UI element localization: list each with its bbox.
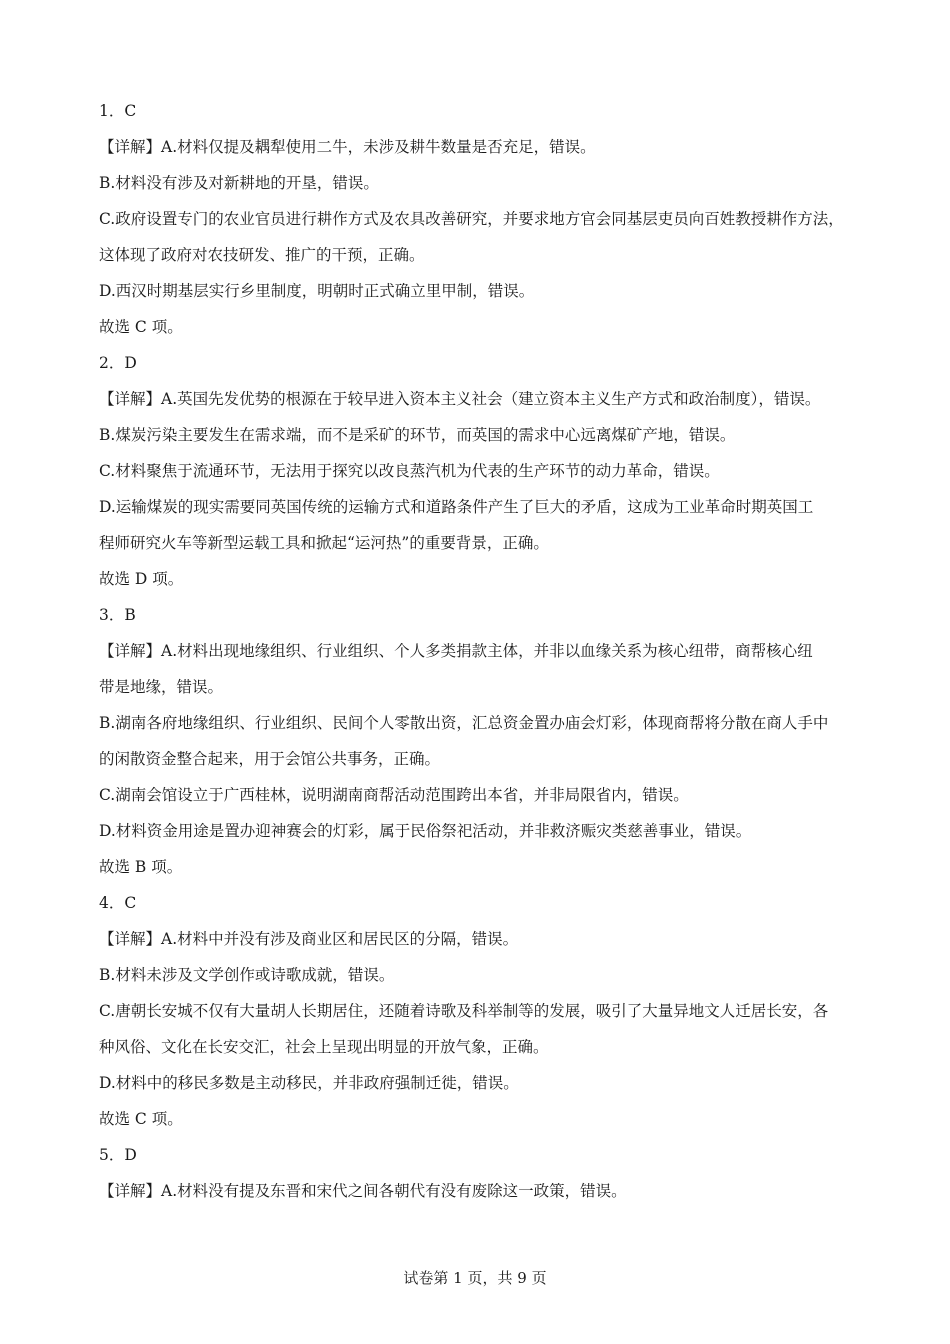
- explanation-line: 这体现了政府对农技研发、推广的干预，正确。: [99, 246, 425, 264]
- answer-choice-line: 故选 C 项。: [99, 1110, 183, 1128]
- explanation-line: D.材料资金用途是置办迎神赛会的灯彩，属于民俗祭祀活动，并非救济赈灾类慈善事业，错误。: [99, 822, 752, 840]
- explanation-line: B.煤炭污染主要发生在需求端，而不是采矿的环节，而英国的需求中心远离煤矿产地，错误。: [99, 426, 736, 444]
- explanation-line: D.西汉时期基层实行乡里制度，明朝时正式确立里甲制，错误。: [99, 282, 535, 300]
- explanation-line: B.材料没有涉及对新耕地的开垦，错误。: [99, 174, 379, 192]
- answer-choice-line: 故选 D 项。: [99, 570, 184, 588]
- answer-content: [99, 98, 869, 1214]
- explanation-line: 的闲散资金整合起来，用于会馆公共事务，正确。: [99, 750, 441, 768]
- explanation-line: 【详解】A.材料出现地缘组织、行业组织、个人多类捐款主体，并非以血缘关系为核心纽带，商帮核心纽: [99, 642, 813, 660]
- answer-number: 5．D: [99, 1146, 137, 1164]
- explanation-line: C.政府设置专门的农业官员进行耕作方式及农具改善研究，并要求地方官会同基层吏员向百姓教授耕作方法，: [99, 210, 844, 228]
- explanation-line: 【详解】A.材料仅提及耦犁使用二牛，未涉及耕牛数量是否充足，错误。: [99, 138, 596, 156]
- explanation-line: 【详解】A.英国先发优势的根源在于较早进入资本主义社会（建立资本主义生产方式和政治制度），错误。: [99, 390, 821, 408]
- answer-number: 1．C: [99, 102, 137, 120]
- explanation-line: B.湖南各府地缘组织、行业组织、民间个人零散出资，汇总资金置办庙会灯彩，体现商帮将分散在商人手中: [99, 714, 829, 732]
- explanation-line: C.材料聚焦于流通环节，无法用于探究以改良蒸汽机为代表的生产环节的动力革命，错误。: [99, 462, 720, 480]
- answer-number: 2．D: [99, 354, 137, 372]
- explanation-line: 种风俗、文化在长安交汇，社会上呈现出明显的开放气象，正确。: [99, 1038, 549, 1056]
- explanation-line: C.唐朝长安城不仅有大量胡人长期居住，还随着诗歌及科举制等的发展，吸引了大量异地文人迁居长安，各: [99, 1002, 829, 1020]
- explanation-line: 【详解】A.材料没有提及东晋和宋代之间各朝代有没有废除这一政策，错误。: [99, 1182, 627, 1200]
- answer-choice-line: 故选 B 项。: [99, 858, 183, 876]
- explanation-line: 程师研究火车等新型运载工具和掀起“运河热”的重要背景，正确。: [99, 534, 549, 552]
- page-footer: 试卷第 1 页，共 9 页: [403, 1269, 547, 1287]
- explanation-line: 带是地缘，错误。: [99, 678, 224, 696]
- answer-choice-line: 故选 C 项。: [99, 318, 183, 336]
- explanation-line: B.材料未涉及文学创作或诗歌成就，错误。: [99, 966, 395, 984]
- explanation-line: D.运输煤炭的现实需要同英国传统的运输方式和道路条件产生了巨大的矛盾，这成为工业革命时期英国工: [99, 498, 814, 516]
- explanation-line: C.湖南会馆设立于广西桂林，说明湖南商帮活动范围跨出本省，并非局限省内，错误。: [99, 786, 689, 804]
- answer-number: 3．B: [99, 606, 136, 624]
- explanation-line: D.材料中的移民多数是主动移民，并非政府强制迁徙，错误。: [99, 1074, 519, 1092]
- answer-number: 4．C: [99, 894, 137, 912]
- explanation-line: 【详解】A.材料中并没有涉及商业区和居民区的分隔，错误。: [99, 930, 519, 948]
